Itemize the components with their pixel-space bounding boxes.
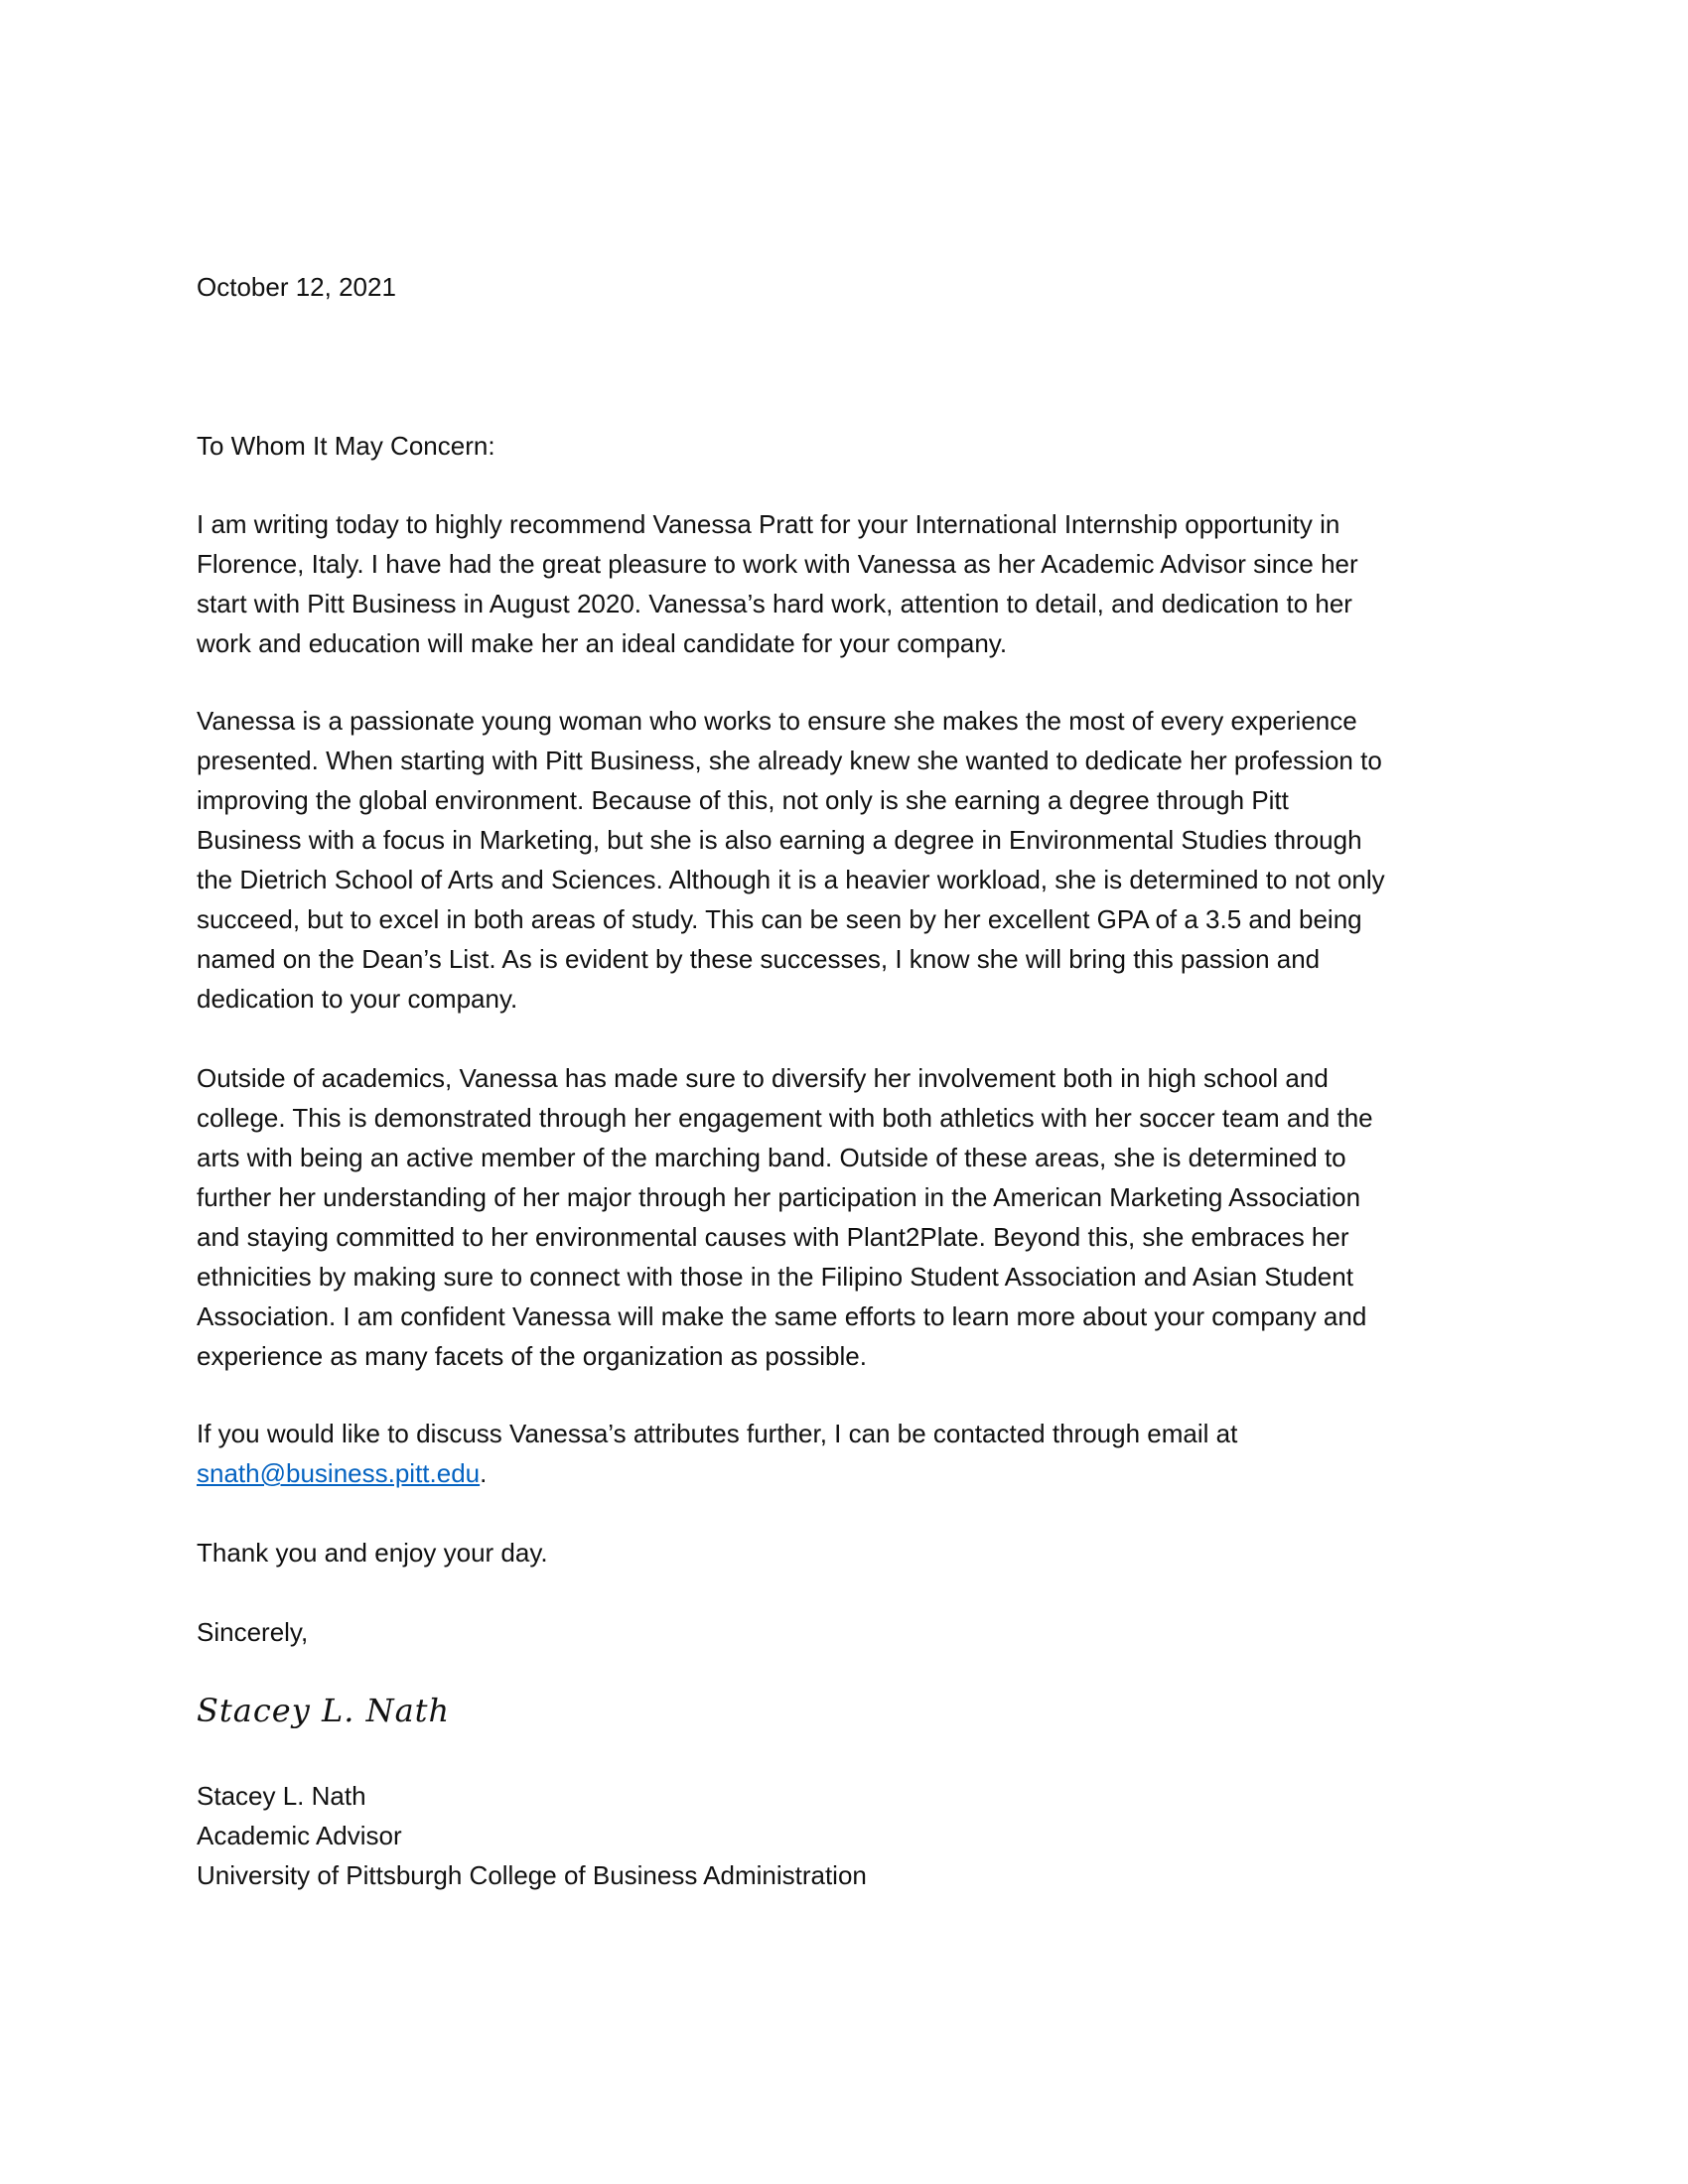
signer-name: Stacey L. Nath: [197, 1781, 366, 1811]
paragraph-1: [197, 504, 1358, 663]
salutation: To Whom It May Concern:: [197, 431, 495, 461]
text-line: further her understanding of her major through her participation in the American Marketing Association: [197, 1182, 1361, 1212]
period: .: [480, 1458, 488, 1488]
text-line: dedication to your company.: [197, 984, 518, 1014]
text-line: If you would like to discuss Vanessa’s attributes further, I can be contacted through email at: [197, 1419, 1238, 1448]
text-line: Outside of academics, Vanessa has made sure to diversify her involvement both in high school and: [197, 1063, 1329, 1093]
paragraph-2: [197, 701, 1385, 1019]
text-line: Association. I am confident Vanessa will make the same efforts to learn more about your company and: [197, 1301, 1367, 1331]
text-line: succeed, but to excel in both areas of study. This can be seen by her excellent GPA of a 3.5 and being: [197, 904, 1362, 934]
text-line: work and education will make her an ideal candidate for your company.: [197, 628, 1008, 658]
text-line: college. This is demonstrated through her engagement with both athletics with her soccer team and the: [197, 1103, 1373, 1133]
closing: Sincerely,: [197, 1617, 309, 1647]
text-line: [197, 1453, 1237, 1493]
paragraph-3: [197, 1058, 1373, 1376]
text-line: experience as many facets of the organization as possible.: [197, 1341, 867, 1371]
letter-date: October 12, 2021: [197, 272, 396, 302]
text-line: named on the Dean’s List. As is evident by these successes, I know she will bring this passion and: [197, 944, 1321, 974]
text-line: I am writing today to highly recommend Vanessa Pratt for your International Internship opportunity in: [197, 509, 1340, 539]
signature: Stacey L. Nath: [197, 1692, 451, 1729]
thanks-line: Thank you and enjoy your day.: [197, 1538, 548, 1568]
text-line: start with Pitt Business in August 2020. Vanessa’s hard work, attention to detail, and dedication to her: [197, 589, 1352, 618]
text-line: Florence, Italy. I have had the great pleasure to work with Vanessa as her Academic Advisor since her: [197, 549, 1358, 579]
text-line: presented. When starting with Pitt Business, she already knew she wanted to dedicate her profession to: [197, 746, 1382, 775]
signer-block: [197, 1776, 867, 1895]
text-line: Business with a focus in Marketing, but she is also earning a degree in Environmental Studies through: [197, 825, 1362, 855]
signer-organization: University of Pittsburgh College of Business Administration: [197, 1860, 867, 1890]
text-line: Vanessa is a passionate young woman who works to ensure she makes the most of every experience: [197, 706, 1357, 736]
text-line: the Dietrich School of Arts and Sciences. Although it is a heavier workload, she is determined to not only: [197, 865, 1385, 894]
text-line: ethnicities by making sure to connect with those in the Filipino Student Association and Asian Student: [197, 1262, 1353, 1292]
text-line: improving the global environment. Because of this, not only is she earning a degree through Pitt: [197, 785, 1289, 815]
text-line: and staying committed to her environmental causes with Plant2Plate. Beyond this, she embraces her: [197, 1222, 1349, 1252]
signer-title: Academic Advisor: [197, 1821, 402, 1850]
email-link[interactable]: snath@business.pitt.edu: [197, 1458, 481, 1488]
contact-paragraph: [197, 1414, 1237, 1493]
text-line: arts with being an active member of the marching band. Outside of these areas, she is determined to: [197, 1143, 1346, 1172]
